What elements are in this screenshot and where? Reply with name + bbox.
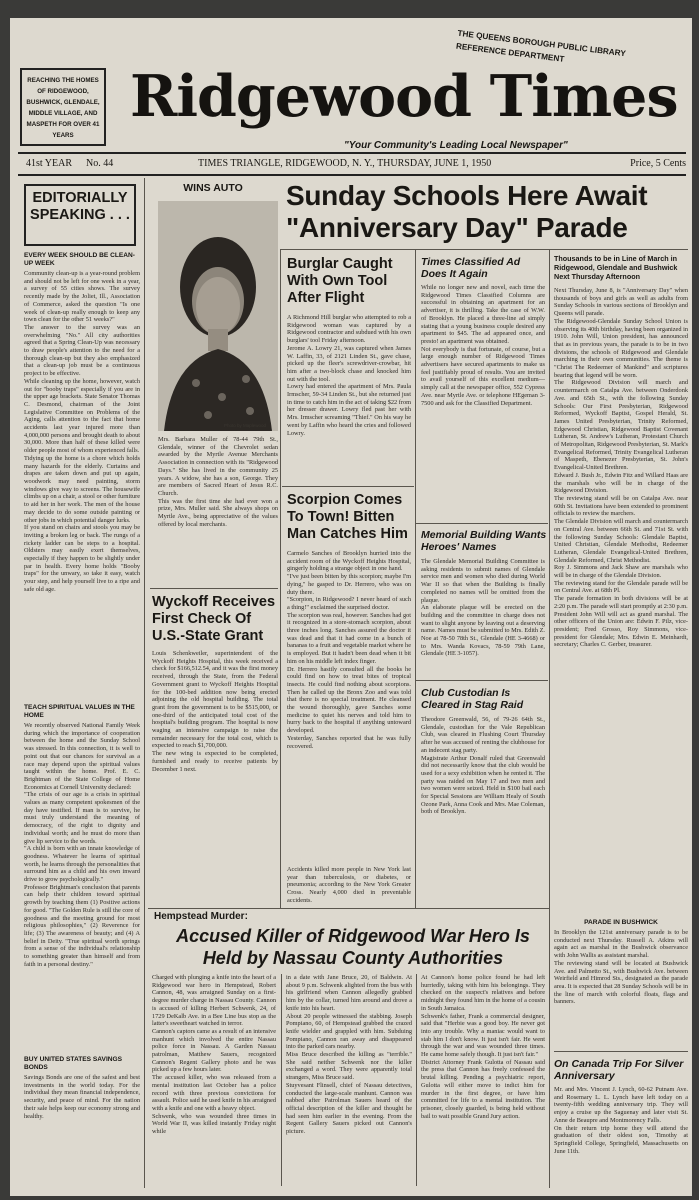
memorial-column bbox=[421, 558, 545, 680]
portrait-figure-icon bbox=[158, 201, 278, 431]
dateline: TIMES TRIANGLE, RIDGEWOOD, N. Y., THURSDAY, JUNE 1, 1950 bbox=[198, 158, 492, 169]
wins-auto-header: WINS AUTO bbox=[183, 182, 243, 194]
editorial-heading-2: TEACH SPIRITUAL VALUES IN THE HOME bbox=[24, 704, 135, 719]
wyckoff-body: Louis Schenkweiler, superintendent of the Wyckoff Heights Hospital, this week received a check for $166,512.54, and it was the first money received, through the State, from the Federal Government grant to Wyckoff Heights Hospital for the 100-bed addition now being erected adjoining the old hospital building. The total grant from the government is to be $515,000, or one-third of the anticipated total cost of the hospital's building program. The hospital is now waging an intensive campaign to raise the remainder necessary for the total cost, which is expected to reach $1,700,000. The new wing is expected to be completed, furnished and ready to receive patients by December 1 next. bbox=[152, 650, 278, 773]
sunday-column bbox=[554, 254, 688, 1188]
sunday-body: Next Thursday, June 8, is "Anniversary Day" when thousands of boys and girls as well as adults from Sunday Schools in various sections of Brooklyn and Queens will parade. The Ridgewood-Glendale Sunday School Union is observing its 40th birthday, having been organized in 1910. John Will, Union president, has announced that as in previous years, the parade is to be in two divisions, the schools of Ridgewood and Glendale marching in their own communities. The theme is "Christ The Redeemer of Mankind" and scriptures bearing that legend will be worn. The Ridgewood Division will march and countermarch on Catalpa Ave. between Onderdonk Ave. and 65th St., with the following Sunday Schools: Our First Presbyterian, Ridgewood Reformed, Wyckoff Baptist, Gospel Herald, St. James United Presbyterian, Trinity Reformed, Edgewood Christian, Ridgewood Baptist Covenant Lutheran, St. Andrew's Lutheran, Protestant Church of Metropolitan, Ridgewood Presbyterian, St. Mark's Evangelical Reformed, Trinity Evangelical Lutheran of Maspeth, Ebenezer Presbyterian, St. John's Evangelical-United Brethren. Edward J. Bush Jr., Edwin Fitz and Willard Haas are the marshals who will be in charge of the Ridgewood Division. The reviewing stand will be on Catalpa Ave. near 60th St. Invitations have been extended to prominent officials to review the marchers. The Glendale Division will march and countermarch on Central Ave. between 66th St. and 71st St. with the following Sunday Schools: Glendale Baptist, United Christian, Glendale Methodist, Redeemer Lutheran, Glendale Evangelical-United Brethren, Glendale Reformed, Christ Methodist. Roy J. Simmons and Jack Shaw are marshals who will be in charge of the Glendale Division. The reviewing stand for the Glendale parade will be on Central Ave. at 68th Pl. The parade formation in both divisions will be at 2:20 p.m. The parade will start promptly at 2:30 p.m. President John Will will act as grand marshal. The other officers of the Union are: Edwin F. Pilz, vice-president; Fred Grosso, Roy Simmons, vice-president for Glendale; Mrs. Edwin E. Meinhardt, secretary; Charles C. Gerber, treasurer. bbox=[554, 287, 688, 649]
photo-credit: Photo by Maplewood bbox=[224, 423, 267, 428]
hempstead-body-1: Charged with plunging a knife into the heart of a Ridgewood war hero in Hempstead, Robert Cannon, 48, was arraigned Sunday on a first-degree murder charge in Nassau County. Cannon is accused of killing Herbert Schwenk, 24, of 1729 DeKalb Ave. in a Bee Line bus stop as the latter's sweetheart watched in terror. Cannon's captors came as a result of an intensive manhunt which involved the entire Nassau police force in Nassau. A Garden Nassau patrolman, Matthew Sauers, recognized Cannon's Regent Gallery photo and he was picked up a few hours later. The accused killer, who was released from a mental institution last October has a police record with three previous convictions for assault. Police said he used knife in his arraigned with a knife and one with a heavy object. Schwenk, who was wounded three times in World War II, was killed instantly Friday night while bbox=[152, 974, 276, 1136]
wyckoff-headline: Wyckoff Receives First Check Of U.S.-State Grant bbox=[152, 594, 276, 644]
custodian-column bbox=[421, 716, 545, 906]
canada-body: Mr. and Mrs. Vincent J. Lynch, 60-62 Putnam Ave. and Rosemary L. L. Lynch have left today on a twenty-fifth wedding anniversary trip. They will enjoy a cruise up the Saguenay and later visit St. Anne de Beaupre and Montmorency Falls. On their return trip home they will attend the graduation of their oldest son, Timothy at Springfield College, Springfield, Massachusetts on June 11th. bbox=[554, 1086, 688, 1155]
editorial-body-1: Community clean-up is a year-round problem and should not be left for one week in a year, a survey of 55 cities shows. The survey recently made by the Joliet, Ill., Association of Commerce, asked the question "Is one week of clean-up really enough to keep any town clean for the other 51 weeks?" The answer to the survey was an overwhelming "No." All city authorities agreed that a Spring Clean-Up was necessary to draw people's attention to the need for a thorough clean-up but they also emphasized that a clean-up job must be a continuous project to be effective. While cleaning up the home, however, watch out for "booby traps" especially if you are in the upper age brackets. State Senator Thomas C. Desmond, chairman of the Joint Legislative Committee on Problems of the Aging, calls attention to the fact that home accidents last year injured more than 4,000,000 persons and brought death to about 30,000. More than half of these killed were older people most of whom experienced falls. Tidying up the home is a chore which holds many hazards for the elderly. Curtains and drapes are taken down and put up again, woodwork may need painting, storm windows give way to screens. The housewife climbs up on a chair, a stool or other furniture to aid her in her work. The men of the house may decide to do some outside painting or other jobs in which potential danger lurks. If you stand on chairs and stools you may be inviting a broken leg or back. The rungs of a rickety ladder can be steps to a hospital. Oldsters may easily exert themselves, especially if they happen to be slightly under par in health. Every home holds "Booby traps" for the unwary, so take it easy, watch your step, and help yourself live to a ripe and safe old age. bbox=[24, 270, 140, 593]
price-label: Price, 5 Cents bbox=[630, 158, 686, 169]
canada-headline: On Canada Trip For Silver Anniversary bbox=[554, 1058, 684, 1082]
hempstead-kicker: Hempstead Murder: bbox=[154, 911, 248, 922]
classified-headline: Times Classified Ad Does It Again bbox=[421, 256, 521, 280]
classified-body: While no longer new and novel, each time the Ridgewood Times Classified Columns are successful in obtaining an apartment for an advertiser, it is thrilling. Take the case of W.W. of Brooklyn. He placed a three-line ad simply stating that a young business couple desired any apartment to $45. The ad appeared once, and presto! an apartment was obtained. Not everybody is that fortunate, of course, but a large enough number of Ridgewood Times advertisers have secured apartments to make us feel justifiably proud of results. You are invited to avail yourself of this excellent medium—simply call at the newspaper office, 552 Cypress Ave. near Myrtle Ave. or telephone HEgeman 3-7500 and ask for the Classified Department. bbox=[421, 284, 545, 407]
issue-label: No. 44 bbox=[86, 158, 114, 169]
custodian-body: Theodore Greenwald, 56, of 79-26 64th St., Glendale, custodian for the Vale Republican Club, was cleared in Flushing Court Thursday after he was accused of renting the clubhouse for an indecent stag party. Magistrate Arthur Donalf ruled that Greenwald did not necessarily know that the club would be used for a sexy exhibition when he rented it. The party was raided on May 17 and two men and two women were seized. Held in $100 bail each for Special Sessions are William Healy of South Ozone Park, Anna Cook and Mrs. Mae Coleman, both of Brooklyn. bbox=[421, 716, 545, 816]
editorial-column bbox=[24, 252, 140, 1187]
hempstead-headline: Accused Killer of Ridgewood War Hero Is Held by Nassau County Authorities bbox=[176, 926, 530, 968]
wyckoff-column bbox=[152, 650, 278, 906]
hempstead-rule-2 bbox=[416, 974, 417, 1186]
masthead-rule-top bbox=[18, 152, 686, 154]
accident-note: Accidents killed more people in New York last year than tuberculosis, or diabetes, or pneumonia; according to the New York Greater Cross. Nearly 4,000 died in preventable accidents. bbox=[287, 866, 411, 904]
bushwick-heading: PARADE IN BUSHWICK bbox=[584, 919, 658, 926]
masthead-rule-bottom bbox=[18, 174, 686, 176]
rule-custodian bbox=[416, 680, 548, 681]
sunday-deck: Thousands to be in Line of March in Ridgewood, Glendale and Bushwick Next Thursday Afternoon bbox=[554, 254, 678, 281]
hempstead-body-2: in a date with Jane Bruce, 20, of Baldwin. At about 9 p.m. Schwenk alighted from the bus with his girlfriend when Cannon allegedly grabbed him by the collar, turned him around and drove a knife into his heart. About 20 people witnessed the stabbing. Joseph Pompiano, 60, of Hempstead grabbed the crazed knife wielder and grappled with him. Subduing Pompiano, Cannon ran away and disappeared into the parked cars nearby. Miss Bruce described the killing as "terrible." She said neither Schwenk nor the killer exchanged a word. They were apparently total strangers, Miss Bruce said. Stuyvesant Flinsell, chief of Nassau detectives, conducted the large-scale manhunt. Cannon was nabbed after Patrolman Sauers heard of the official description of the killer and thought he had seen him earlier in the evening. From the Regent Gallery Sauers picked out Cannon's picture. bbox=[286, 974, 412, 1136]
bushwick-body: In Brooklyn the 121st anniversary parade is to be conducted next Thursday. Russell A. Atkins will again act as marshal in the Bushwick observance with John Wallis as assistant marshal. The reviewing stand will be located at Bushwick Ave. and Palmetto St., with Bushwick Ave. between Weirfield and Himrod Sts., designated as the parade area. It is expected that 28 Sunday Schools will be in the line of march with colorful floats, flags and banners. bbox=[554, 929, 688, 1006]
rule-wyckoff bbox=[150, 588, 278, 589]
masthead-tagline: "Your Community's Leading Local Newspaper" bbox=[344, 140, 568, 151]
col-rule-2 bbox=[280, 250, 281, 908]
rule-memorial bbox=[416, 523, 548, 524]
memorial-headline: Memorial Building Wants Heroes' Names bbox=[421, 529, 547, 553]
hempstead-col-1 bbox=[152, 974, 276, 1186]
rule-scorpion bbox=[282, 486, 414, 487]
col-rule-3 bbox=[415, 250, 416, 908]
memorial-body: The Glendale Memorial Building Committee is asking residents to submit names of Glendale service men and women who died during World War II so that when the Building is finally completed no names will be omitted from the plaque. An elaborate plaque will be erected on the building and the committee in charge does not want to slight anyone by leaving out a deserving name. Names must be submitted to Mrs. Edith Z. Noe at 78-50 78th St., Glendale (HE 3-4668) or to Mrs. Wanda Kovacs, 78-59 79th Lane, Glendale (HE 3-1057). bbox=[421, 558, 545, 658]
photo-caption bbox=[158, 436, 278, 586]
editorial-box-title: EDITORIALLY SPEAKING . . . bbox=[30, 190, 130, 223]
scorpion-headline: Scorpion Comes To Town! Bitten Man Catches Him bbox=[287, 492, 408, 542]
reach-box bbox=[20, 68, 106, 146]
burglar-body: A Richmond Hill burglar who attempted to rob a Ridgewood woman was captured by a Ridgewood contractor and subdued with his own burglars' tool Friday afternoon. Jerome A. Lowry 21, was captured when James W. Laffin, 33, of 2121 Linden St., gave chase, picked up the fleer's screwdriver-crowbar, hit him after a two-block chase and knocked him out with the tool. Lowry had entered the apartment of Mrs. Paula Irmscher, 59-34 Linden St., but she returned just in time to catch him in the act of taking $22 from her dresser drawer. Lowry fled past her with Mrs. Irmscher screaming "Thief." On his way he went by Laffin who heard the cries and followed Lowry. bbox=[287, 314, 411, 437]
col-rule-4 bbox=[549, 250, 550, 1188]
newspaper-page bbox=[10, 18, 692, 1196]
hempstead-body-3: At Cannon's home police found he had left hurriedly, taking with him his belongings. They checked on the suspect's relatives and before midnight they found him in the home of a cousin in South Jamaica. Schwenk's father, Frank a commercial designer, said that "Herbie was a good boy. He never got into any trouble. Why a maniac would want to stab him I don't know. It just isn't fair. He went through the war and was wounded three times. He came home safely though. It just isn't fair." District Attorney Frank Gulotta of Nassau said the press that Cannon has freely confessed the brutal killing. Pending a psychiatric report, Gulotta will either move to indict him for murder in the first degree, or have him committed for life to a mental institution. The prisoner, closely guarded, is being held without bail to wait possible Grand Jury action. bbox=[421, 974, 545, 1120]
editorial-heading-3: BUY UNITED STATES SAVINGS BONDS bbox=[24, 1056, 123, 1071]
reach-box-text: REACHING THE HOMES OF RIDGEWOOD, BUSHWICK, GLENDALE, MIDDLE VILLAGE, AND MASPETH FOR OVER 41 YEARS bbox=[26, 77, 100, 139]
custodian-headline: Club Custodian Is Cleared in Stag Raid bbox=[421, 687, 524, 711]
editorial-box bbox=[24, 184, 136, 246]
masthead-title: Ridgewood Times bbox=[130, 63, 678, 130]
col-rule-1 bbox=[144, 178, 145, 1188]
scorpion-column bbox=[287, 550, 411, 906]
editorial-body-3: Savings Bonds are one of the safest and best investments in the world today. For the individual they mean financial independence, security, and peace of mind. For the nation their sale helps keep our economy strong and healthy. bbox=[24, 1074, 140, 1120]
burglar-headline: Burglar Caught With Own Tool After Flight bbox=[287, 256, 393, 306]
rule-hempstead bbox=[148, 908, 550, 909]
classified-column bbox=[421, 284, 545, 506]
burglar-column bbox=[287, 314, 411, 484]
hempstead-col-3 bbox=[421, 974, 545, 1186]
hempstead-rule-1 bbox=[281, 974, 282, 1186]
editorial-heading-1: EVERY WEEK SHOULD BE CLEAN-UP WEEK bbox=[24, 252, 136, 267]
scorpion-body: Carmelo Sanches of Brooklyn hurried into the accident room of the Wyckoff Heights Hospital, gingerly holding a strange object in one hand. "I've just been bitten by this scorpion; maybe I'm dying," he gasped to Dr. Herrero, who was on duty there. "Scorpion, in Ridgewood? I never heard of such a thing!" exclaimed the surprised doctor. The scorpion was real, however. Sanches had got it recognized in a store-stomach scorpion, about three inches long. Sanches assured the doctor it was dead and that it had come in a bunch of bananas to a fruit and vegetable market where he is employed. But it hadn't been dead when it bit him on his middle left index finger. Dr. Herrero hastily consulted all the books he could find on how to treat bites of tropical insects. He could find nothing about scorpions. Then he called up the Bronx Zoo and was told that there is no special treatment. He cleansed the wound thoroughly, gave Sanches some medicine to quiet his nerves and told him to hurry back to the hospital if anything untoward developed. Yesterday, Sanches reported that he was fully recovered. bbox=[287, 550, 411, 750]
year-label: 41st YEAR bbox=[26, 158, 73, 169]
photo-caption-text: Mrs. Barbara Muller of 78-44 79th St., Glendale, winner of the Chevrolet sedan awarded by the Myrtle Avenue Merchants Association in connection with its "Ridgewood Days." She has lived in the community 25 years. A widow, she has a son, George. They are members of Sacred Heart of Jesus R.C. Church. This was the first time she had ever won a prize, Mrs. Muller said. She always shops on Myrtle Ave., being appreciative of the values offered by local merchants. bbox=[158, 436, 278, 528]
editorial-body-2: We recently observed National Family Week during which the importance of cooperation between the home and the Sunday School was stressed. In this connection, it is well to point out that our chances for survival as a race may depend upon the spiritual values taught within the home. Prof. E. C. Brightman of the State College of Home Economics at Cornell University declared: "The crisis of our age is a crisis in spiritual values as many competent spokesmen of the day have testified. If man is to survive, he must truly understand the meaning of democracy, of the right to dignity and individual worth; and he must do more than give lip service to the words. "A child is born with an innate knowledge of goodness. Whatever he learns of spiritual worth, he learns through the personalities that surround him as a child and his own inward drive to grow psychologically." Professor Brightman's conclusion that parents can help their children toward spiritual growth by teaching them (1) Positive actions for good. "The Golden Rule is still the core of goodness and the meeting ground for most religious philosophies," (2) Reverence for life; (3) The awareness of beauty; and (4) A belief in Deity. "True spiritual worth springs from a sense of the individual's relationship to something greater than himself and from faith in a personal destiny." bbox=[24, 722, 140, 968]
sunday-headline: Sunday Schools Here Await "Anniversary Day" Parade bbox=[286, 180, 648, 243]
rule-canada bbox=[554, 1051, 688, 1052]
dateline-bar bbox=[22, 157, 686, 171]
hempstead-col-2 bbox=[286, 974, 412, 1186]
library-stamp-text: THE QUEENS BOROUGH PUBLIC LIBRARY REFERENCE DEPARTMENT bbox=[455, 28, 627, 64]
rule-under-lead bbox=[280, 249, 688, 250]
portrait-photo bbox=[158, 201, 278, 431]
